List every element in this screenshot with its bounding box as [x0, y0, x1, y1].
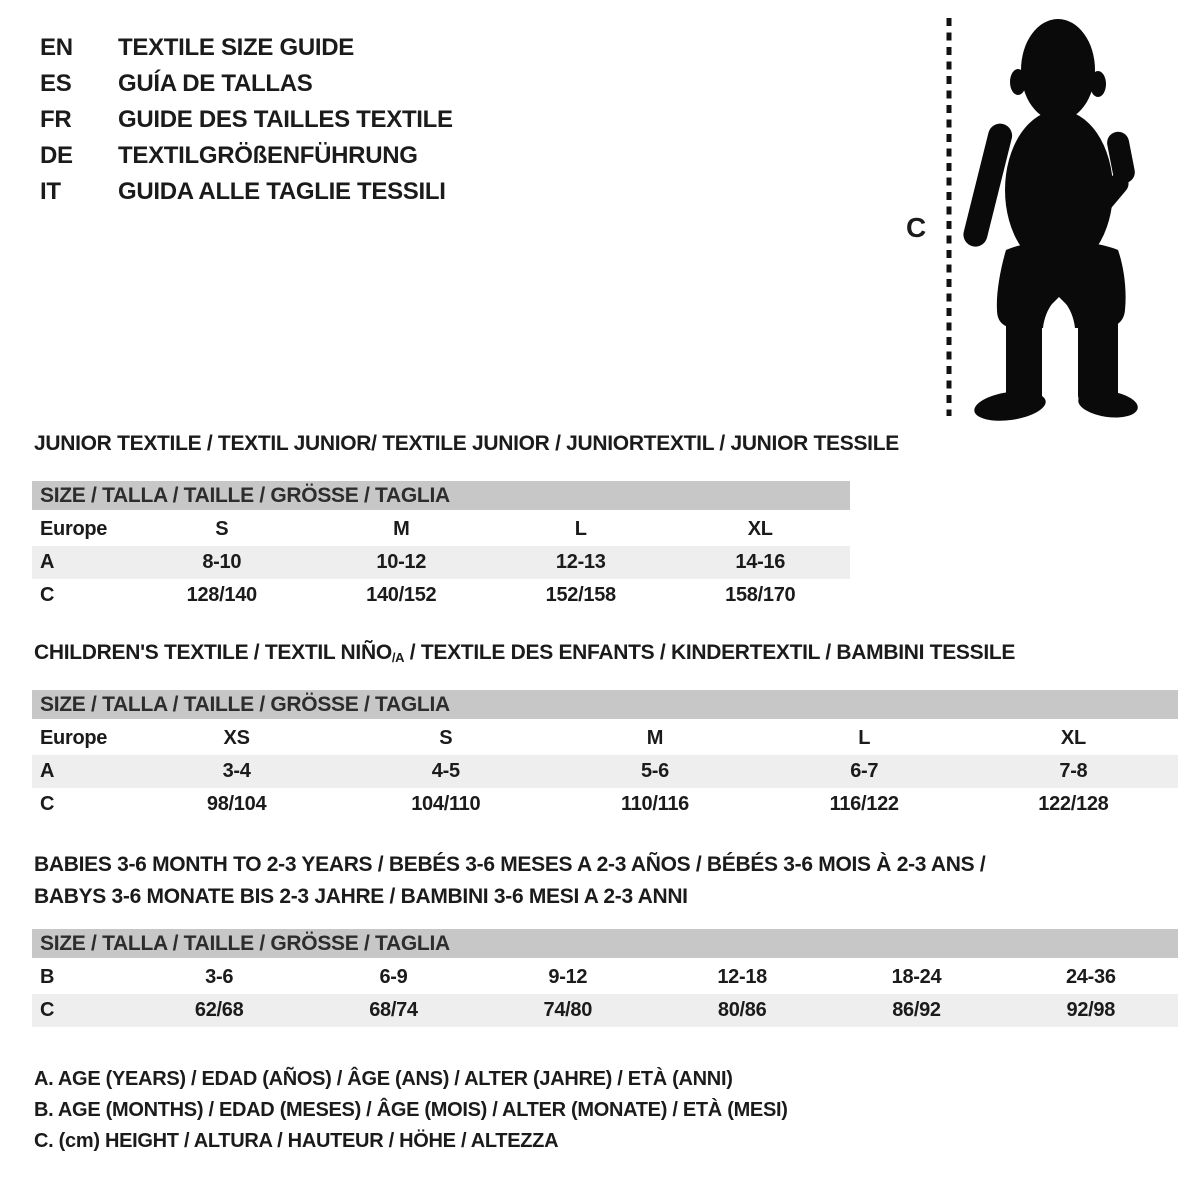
lang-row-en	[40, 30, 453, 66]
height-cell: 128/140	[186, 584, 257, 606]
guide-title: TEXTILE SIZE GUIDE	[118, 34, 354, 61]
height-cell: 104/110	[411, 793, 481, 815]
size-header-bar: SIZE / TALLA / TAILLE / GRÖSSE / TAGLIA	[32, 690, 1178, 719]
junior-section-heading: JUNIOR TEXTILE / TEXTIL JUNIOR/ TEXTILE JUNIOR / JUNIORTEXTIL / JUNIOR TESSILE	[34, 432, 899, 455]
lang-row-es	[40, 66, 453, 102]
height-cell: 110/116	[620, 793, 689, 815]
guide-title: GUÍA DE TALLAS	[118, 70, 313, 97]
age-cell: 12-13	[555, 551, 606, 573]
table-row-height	[32, 994, 1178, 1027]
guide-title: TEXTILGRÖßENFÜHRUNG	[118, 142, 418, 169]
height-cell: 98/104	[206, 793, 267, 815]
lang-code: FR	[40, 106, 72, 133]
row-label: Europe	[40, 727, 108, 749]
language-title-list	[40, 30, 453, 210]
children-heading-prefix: CHILDREN'S TEXTILE / TEXTIL NIÑO	[34, 641, 392, 664]
table-row-age	[32, 546, 850, 579]
children-heading-subscript: /A	[391, 650, 405, 665]
lang-code: ES	[40, 70, 72, 97]
legend-line-a: A. AGE (YEARS) / EDAD (AÑOS) / ÂGE (ANS) / ALTER (JAHRE) / ETÀ (ANNI)	[34, 1068, 733, 1090]
months-cell: 6-9	[379, 966, 408, 988]
size-cell: S	[439, 727, 453, 749]
table-row-europe	[32, 513, 850, 546]
size-cell: L	[858, 727, 871, 749]
row-label: C	[40, 584, 55, 606]
left-ear-shape	[1010, 69, 1026, 95]
height-cell: 74/80	[543, 999, 593, 1021]
row-label: Europe	[40, 518, 108, 540]
babies-size-table	[32, 929, 1178, 1027]
age-cell: 7-8	[1059, 760, 1088, 782]
right-ear-shape	[1090, 71, 1106, 97]
months-cell: 9-12	[548, 966, 588, 988]
table-row-months	[32, 961, 1178, 994]
size-header-bar: SIZE / TALLA / TAILLE / GRÖSSE / TAGLIA	[32, 929, 1178, 958]
months-cell: 18-24	[891, 966, 942, 988]
guide-title: GUIDA ALLE TAGLIE TESSILI	[118, 178, 446, 205]
age-cell: 14-16	[735, 551, 786, 573]
lang-code: IT	[40, 178, 61, 205]
height-cell: 62/68	[194, 999, 244, 1021]
age-cell: 8-10	[202, 551, 242, 573]
babies-heading-line2: BABYS 3-6 MONATE BIS 2-3 JAHRE / BAMBINI 3-6 MESI A 2-3 ANNI	[34, 885, 688, 908]
head-shape	[1021, 19, 1095, 121]
height-cell: 116/122	[829, 793, 899, 815]
lang-row-fr	[40, 102, 453, 138]
age-cell: 3-4	[222, 760, 251, 782]
children-heading-suffix: / TEXTILE DES ENFANTS / KINDERTEXTIL / BAMBINI TESSILE	[404, 641, 1016, 664]
months-cell: 12-18	[717, 966, 767, 988]
lang-row-it	[40, 174, 453, 210]
size-cell: XL	[747, 518, 773, 540]
lang-code: DE	[40, 142, 73, 169]
legend-line-b: B. AGE (MONTHS) / EDAD (MESES) / ÂGE (MOIS) / ALTER (MONATE) / ETÀ (MESI)	[34, 1099, 788, 1121]
row-label: B	[40, 966, 55, 988]
height-cell: 86/92	[892, 999, 941, 1021]
size-header-bar: SIZE / TALLA / TAILLE / GRÖSSE / TAGLIA	[32, 481, 850, 510]
legend-line-c: C. (cm) HEIGHT / ALTURA / HAUTEUR / HÖHE / ALTEZZA	[34, 1130, 559, 1152]
lang-row-de	[40, 138, 453, 174]
baby-silhouette-image	[940, 12, 1150, 422]
babies-heading-line1: BABIES 3-6 MONTH TO 2-3 YEARS / BEBÉS 3-6 MESES A 2-3 AÑOS / BÉBÉS 3-6 MOIS À 2-3 ANS /	[34, 853, 986, 876]
baby-figure-area	[900, 0, 1160, 430]
lang-code: EN	[40, 34, 73, 61]
table-row-height	[32, 788, 1178, 821]
size-cell: M	[646, 727, 664, 749]
table-row-height	[32, 579, 850, 612]
age-cell: 4-5	[431, 760, 460, 782]
months-cell: 24-36	[1065, 966, 1116, 988]
children-size-table	[32, 690, 1178, 821]
height-cell: 158/170	[725, 584, 796, 606]
children-section-heading	[34, 641, 1015, 665]
height-cell: 92/98	[1066, 999, 1116, 1021]
row-label: A	[40, 551, 55, 573]
row-label: C	[40, 999, 55, 1021]
height-cell: 140/152	[366, 584, 437, 606]
size-cell: L	[574, 518, 587, 540]
table-row-age	[32, 755, 1178, 788]
size-cell: S	[215, 518, 229, 540]
baby-silhouette-shape	[961, 19, 1140, 422]
table-row-europe	[32, 722, 1178, 755]
age-cell: 10-12	[376, 551, 427, 573]
height-cell: 122/128	[1038, 793, 1109, 815]
legend-block	[34, 1064, 788, 1157]
height-cell: 152/158	[545, 584, 616, 606]
age-cell: 5-6	[640, 760, 669, 782]
size-cell: M	[393, 518, 410, 540]
age-cell: 6-7	[850, 760, 879, 782]
height-cell: 68/74	[369, 999, 418, 1021]
guide-title: GUIDE DES TAILLES TEXTILE	[118, 106, 453, 133]
babies-section-heading	[34, 849, 985, 913]
size-cell: XL	[1060, 727, 1086, 749]
height-cell: 80/86	[717, 999, 767, 1021]
row-label: C	[40, 793, 55, 815]
size-cell: XS	[223, 727, 250, 749]
months-cell: 3-6	[205, 966, 234, 988]
junior-size-table	[32, 481, 850, 612]
row-label: A	[40, 760, 55, 782]
height-measure-label: C	[906, 212, 926, 243]
